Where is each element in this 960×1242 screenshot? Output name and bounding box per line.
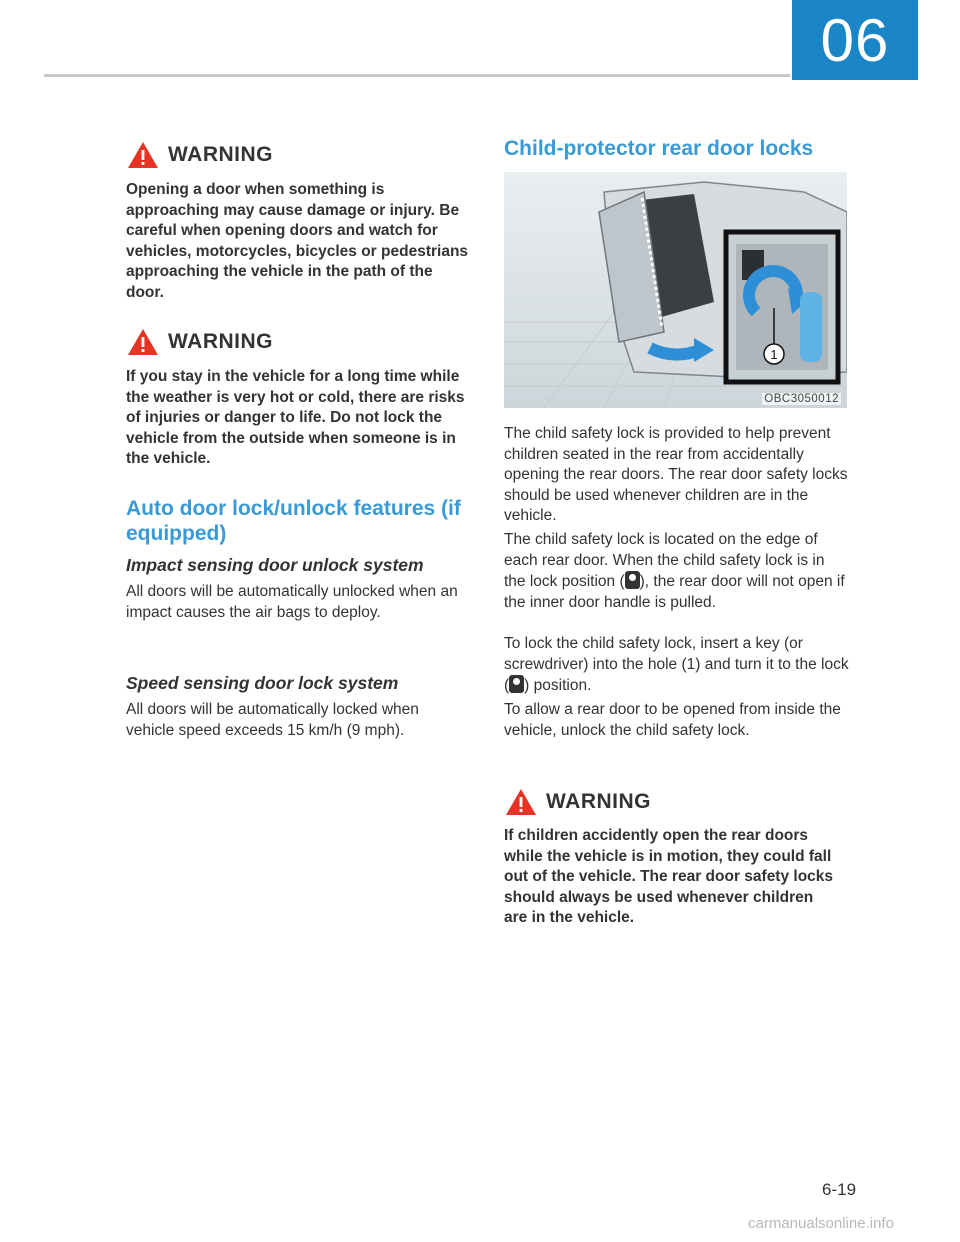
warning-triangle-icon [126, 327, 160, 357]
child-lock-icon [509, 675, 524, 693]
para3-text-b: ) position. [524, 677, 592, 694]
warning-text-1: Opening a door when something is approaching may cause damage or injury. Be careful when opening doors and watch for vehicles, motorcycles, bicycles or pedestrians approaching the vehicle in the path of the door. [126, 181, 469, 301]
para2-text-a: The child safety lock is located on the edge of each rear door. When the child safety lock is in the lock position ( [504, 531, 825, 590]
section-title-child-protector: Child-protector rear door locks [504, 137, 814, 160]
warning-title: WARNING [546, 790, 651, 813]
subtitle-speed-sensing: Speed sensing door lock system [126, 673, 399, 693]
warning-text-2: If you stay in the vehicle for a long time while the weather is very hot or cold, there are risks of injuries or danger to life. Do not lock the vehicle from the outside when someone is in the vehicle. [126, 368, 465, 467]
child-lock-paragraph-3 [504, 634, 849, 697]
car-door-drawing [504, 172, 847, 408]
chapter-tab: 06 [792, 0, 918, 80]
child-lock-paragraph-4: To allow a rear door to be opened from inside the vehicle, unlock the child safety lock. [504, 701, 841, 739]
child-lock-illustration [504, 172, 847, 408]
callout-number: 1 [770, 347, 778, 362]
header-rule [44, 74, 790, 77]
warning-text-3: If children accidently open the rear doors while the vehicle is in motion, they could fall out of the vehicle. The rear door safety locks should always be used whenever children are in the vehicle. [504, 827, 834, 926]
warning-title: WARNING [168, 330, 273, 353]
child-lock-paragraph-1: The child safety lock is provided to help prevent children seated in the rear from accidentally opening the rear doors. The rear door safety locks should be used whenever children are in the vehicle. [504, 425, 848, 524]
warning-triangle-icon [126, 140, 160, 170]
child-lock-icon [625, 571, 640, 589]
watermark: carmanualsonline.info [748, 1215, 894, 1232]
speed-sensing-text: All doors will be automatically locked when vehicle speed exceeds 15 km/h (9 mph). [126, 701, 419, 739]
warning-triangle-icon [504, 787, 538, 817]
warning-heading-1 [126, 140, 273, 170]
para2-text-b: ), the rear door will not open if the inner door handle is pulled. [504, 573, 845, 611]
impact-sensing-text: All doors will be automatically unlocked when an impact causes the air bags to deploy. [126, 583, 458, 621]
warning-heading-2 [126, 327, 273, 357]
warning-heading-3 [504, 787, 651, 817]
warning-title: WARNING [168, 143, 273, 166]
figure-code: OBC3050012 [764, 393, 839, 405]
subtitle-impact-sensing: Impact sensing door unlock system [126, 555, 424, 575]
para3-text-a: To lock the child safety lock, insert a key (or screwdriver) into the hole (1) and turn it to the lock ( [504, 635, 849, 694]
child-lock-paragraph-2 [504, 530, 849, 613]
page-number: 6-19 [822, 1180, 857, 1199]
section-title-auto-door-lock: Auto door lock/unlock features (if equipped) [126, 497, 461, 545]
